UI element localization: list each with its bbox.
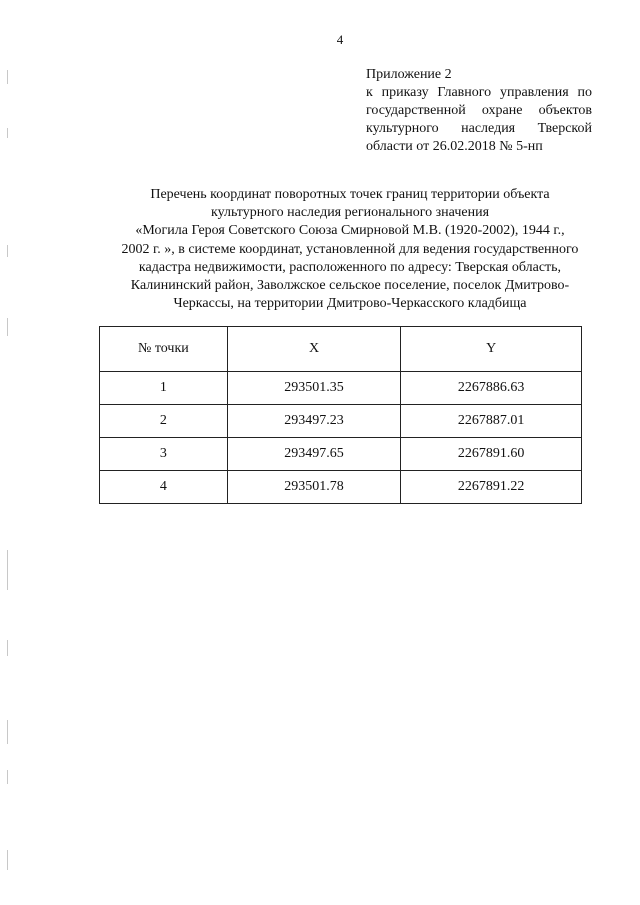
point-number-cell: 4	[100, 471, 228, 504]
x-coordinate-cell: 293497.23	[227, 405, 401, 438]
x-coordinate-cell: 293497.65	[227, 438, 401, 471]
x-coordinate-cell: 293501.78	[227, 471, 401, 504]
table-row	[100, 372, 582, 405]
column-header-y: Y	[401, 327, 582, 372]
y-coordinate-cell: 2267891.60	[401, 438, 582, 471]
scan-edge-mark	[7, 70, 8, 84]
scan-edge-mark	[7, 770, 8, 784]
y-coordinate-cell: 2267886.63	[401, 372, 582, 405]
title-line: культурного наследия регионального значения	[210, 205, 490, 221]
appendix-line: области от 26.02.2018 № 5-нп	[366, 139, 543, 154]
column-header-point-number: № точки	[100, 327, 228, 372]
scan-edge-mark	[7, 128, 8, 138]
title-line: 2002 г. », в системе координат, установленной для ведения государственного	[121, 241, 579, 257]
title-line: Перечень координат поворотных точек границ территории объекта	[150, 187, 550, 202]
table-row	[100, 471, 582, 504]
coordinates-table	[99, 326, 582, 504]
y-coordinate-cell: 2267891.22	[401, 471, 582, 504]
scan-edge-mark	[7, 640, 8, 656]
x-coordinate-cell: 293501.35	[227, 372, 401, 405]
table-header-row	[100, 327, 582, 372]
title-line: Калининский район, Заволжское сельское поселение, поселок Дмитрово-	[130, 278, 570, 294]
page-number: 4	[336, 32, 344, 47]
scan-edge-mark	[7, 318, 8, 336]
appendix-block	[366, 66, 592, 156]
point-number-cell: 1	[100, 372, 228, 405]
title-line: Черкассы, на территории Дмитрово-Черкасского кладбища	[173, 296, 527, 312]
scan-edge-mark	[7, 720, 8, 744]
scan-edge-mark	[7, 850, 8, 870]
point-number-cell: 2	[100, 405, 228, 438]
appendix-line: культурного наследия Тверской	[366, 121, 592, 136]
table-row	[100, 405, 582, 438]
point-number-cell: 3	[100, 438, 228, 471]
scan-edge-mark	[7, 245, 8, 257]
title-line: кадастра недвижимости, расположенного по адресу: Тверская область,	[138, 259, 562, 275]
column-header-x: X	[227, 327, 401, 372]
appendix-line: государственной охране объектов	[366, 103, 592, 118]
title-line: «Могила Героя Советского Союза Смирновой М.В. (1920-2002), 1944 г.,	[135, 223, 565, 239]
appendix-line: к приказу Главного управления по	[366, 85, 592, 100]
appendix-line: Приложение 2	[366, 67, 452, 82]
document-title	[60, 186, 640, 313]
scan-edge-mark	[7, 550, 8, 590]
table-row	[100, 438, 582, 471]
y-coordinate-cell: 2267887.01	[401, 405, 582, 438]
